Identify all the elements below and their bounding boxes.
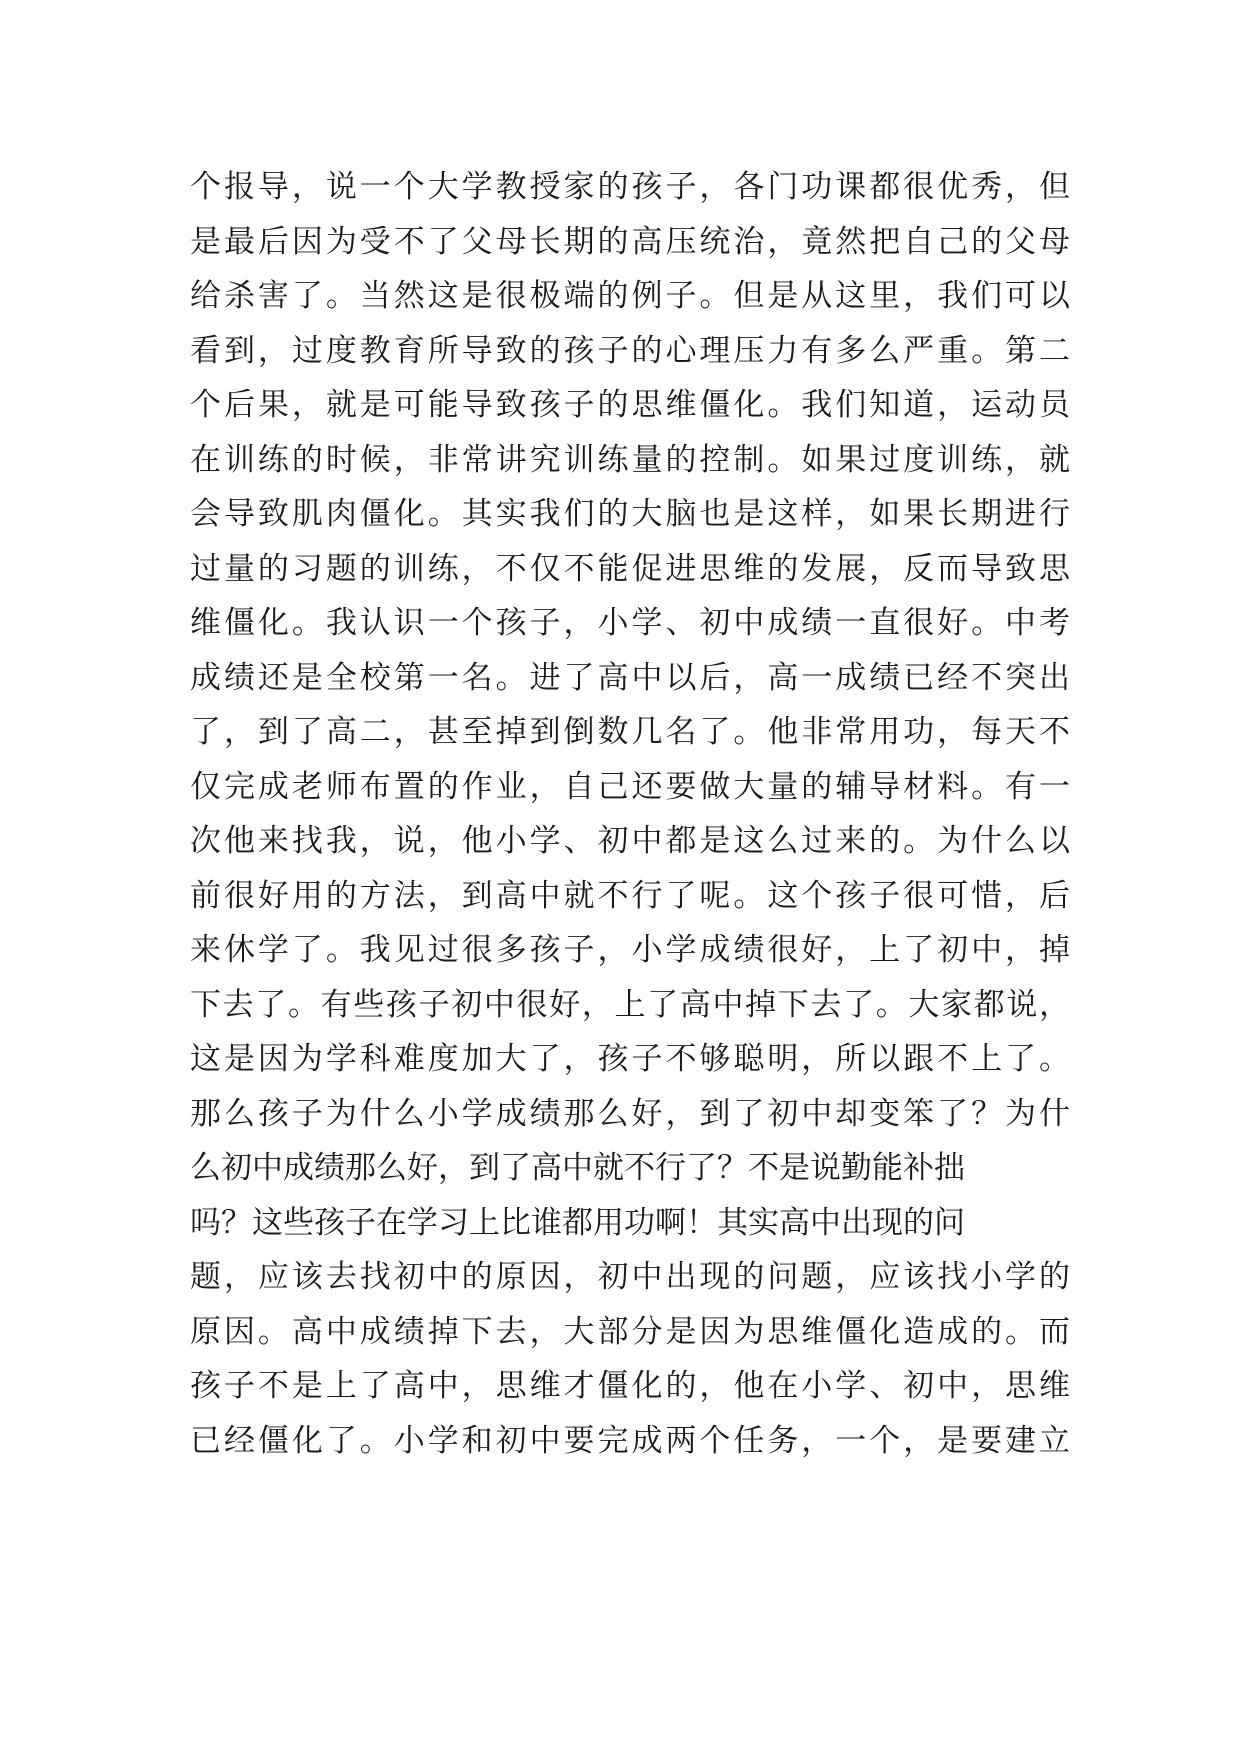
text-line-13: 次他来找我，说，他小学、初中都是这么过来的。为什么以 [190, 823, 1070, 859]
text-line-11: 了，到了高二，甚至掉到倒数几名了。他非常用功，每天不 [190, 714, 1070, 750]
text-line-2: 是最后因为受不了父母长期的高压统治，竟然把自己的父母 [190, 223, 1070, 260]
text-line-22: 原因。高中成绩掉下去，大部分是因为思维僵化造成的。而 [190, 1313, 1070, 1350]
text-line-21: 题，应该去找初中的原因，初中出现的问题，应该找小学的 [190, 1259, 1070, 1295]
body-text [190, 160, 1070, 1468]
text-line-15: 来休学了。我见过很多孩子，小学成绩很好，上了初中，掉 [190, 932, 1070, 968]
text-line-16: 下去了。有些孩子初中很好，上了高中掉下去了。大家都说， [190, 986, 1070, 1023]
text-line-4: 看到，过度教育所导致的孩子的心理压力有多么严重。第二 [190, 332, 1070, 369]
text-line-17: 这是因为学科难度加大了，孩子不够聪明，所以跟不上了。 [190, 1041, 1070, 1077]
text-line-14: 前很好用的方法，到高中就不行了呢。这个孩子很可惜，后 [190, 877, 1070, 914]
text-line-5: 个后果，就是可能导致孩子的思维僵化。我们知道，运动员 [190, 387, 1070, 423]
text-line-19: 么初中成绩那么好，到了高中就不行了？不是说勤能补拙 [190, 1150, 965, 1186]
text-line-20: 吗？这些孩子在学习上比谁都用功啊！其实高中出现的问 [190, 1204, 965, 1241]
text-line-10: 成绩还是全校第一名。进了高中以后，高一成绩已经不突出 [190, 659, 1070, 696]
text-line-18: 那么孩子为什么小学成绩那么好，到了初中却变笨了？为什 [190, 1095, 1070, 1132]
text-line-12: 仅完成老师布置的作业，自己还要做大量的辅导材料。有一 [190, 768, 1070, 805]
text-line-8: 过量的习题的训练，不仅不能促进思维的发展，反而导致思 [190, 550, 1070, 587]
text-line-3: 给杀害了。当然这是很极端的例子。但是从这里，我们可以 [190, 278, 1070, 314]
text-line-24: 已经僵化了。小学和初中要完成两个任务，一个，是要建立 [190, 1422, 1070, 1459]
text-line-1: 个报导，说一个大学教授家的孩子，各门功课都很优秀，但 [190, 169, 1070, 205]
text-line-9: 维僵化。我认识一个孩子，小学、初中成绩一直很好。中考 [190, 605, 1070, 641]
text-line-23: 孩子不是上了高中，思维才僵化的，他在小学、初中，思维 [190, 1368, 1070, 1404]
text-line-7: 会导致肌肉僵化。其实我们的大脑也是这样，如果长期进行 [190, 496, 1070, 532]
text-line-6: 在训练的时候，非常讲究训练量的控制。如果过度训练，就 [190, 441, 1070, 478]
